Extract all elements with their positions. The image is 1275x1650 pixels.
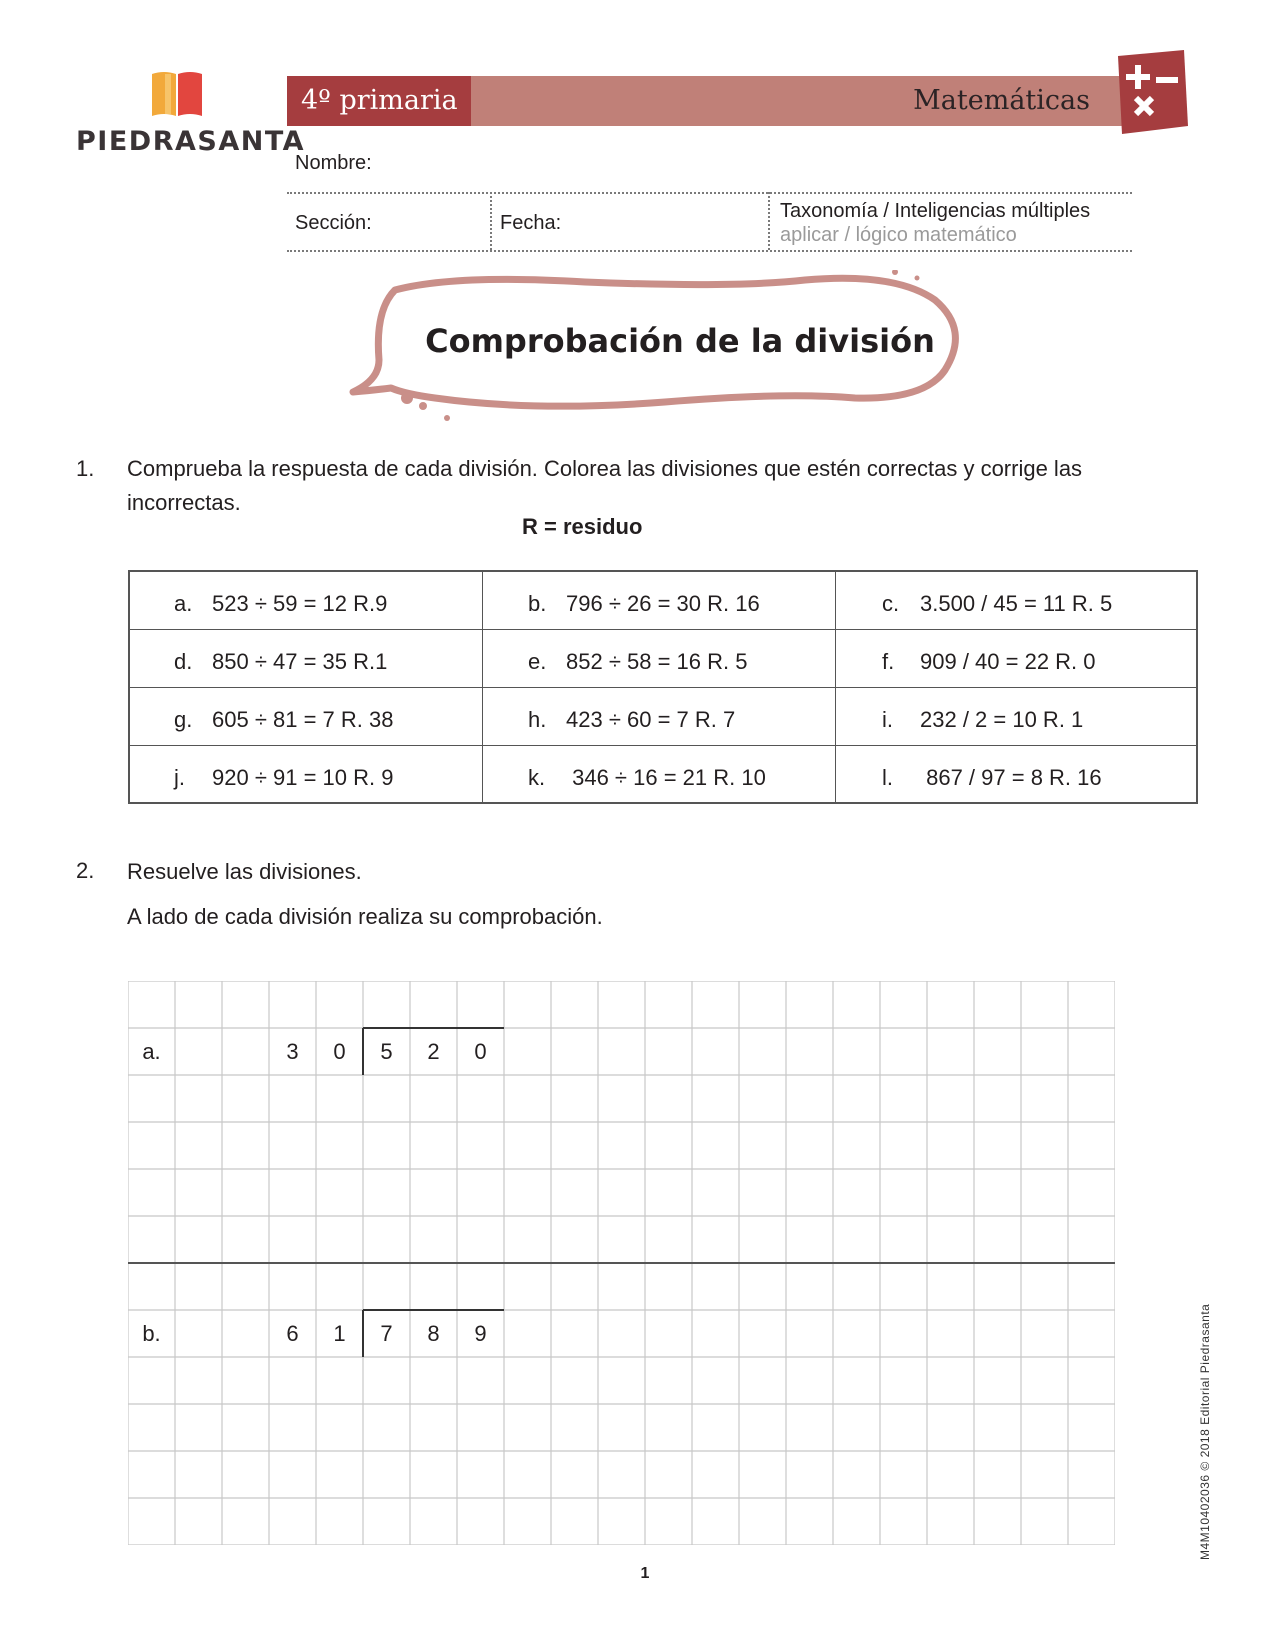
item-expression: 920 ÷ 91 = 10 R. 9 <box>212 765 394 790</box>
brand-name: PIEDRASANTA <box>76 126 306 157</box>
division-item[interactable] <box>528 630 747 688</box>
division-item[interactable] <box>174 630 387 688</box>
grade-label: 4º primaria <box>287 76 471 126</box>
item-letter: a. <box>174 591 193 616</box>
piedrasanta-logo <box>76 70 306 160</box>
division-item[interactable] <box>882 746 1102 804</box>
item-letter: d. <box>174 649 193 674</box>
item-letter: j. <box>174 765 185 790</box>
item-letter: c. <box>882 591 900 616</box>
book-logo-icon <box>150 70 204 120</box>
question-1-number: 1. <box>76 456 95 481</box>
dividend-digit: 8 <box>427 1321 440 1346</box>
item-letter: l. <box>882 765 893 790</box>
division-item[interactable] <box>174 688 393 746</box>
division-item[interactable] <box>882 630 1096 688</box>
dividend-digit: 7 <box>380 1321 393 1346</box>
division-item[interactable] <box>528 688 735 746</box>
division-b-letter: b. <box>142 1321 161 1346</box>
copyright-footer: M4M10402036 © 2018 Editorial Piedrasanta <box>1198 1303 1212 1560</box>
divisor-digit: 0 <box>333 1039 346 1064</box>
item-expression: 796 ÷ 26 = 30 R. 16 <box>566 591 760 616</box>
item-expression: 423 ÷ 60 = 7 R. 7 <box>566 707 736 732</box>
page-number: 1 <box>640 1565 650 1582</box>
divider <box>490 192 492 250</box>
division-check-table <box>128 570 1198 804</box>
item-expression: 523 ÷ 59 = 12 R.9 <box>212 591 388 616</box>
item-expression: 232 / 2 = 10 R. 1 <box>920 707 1084 732</box>
item-letter: k. <box>528 765 546 790</box>
question-2-number: 2. <box>76 858 95 883</box>
item-expression: 605 ÷ 81 = 7 R. 38 <box>212 707 394 732</box>
division-item[interactable] <box>174 572 387 630</box>
worksheet-title: Comprobación de la división <box>425 322 935 360</box>
divisor-digit: 1 <box>333 1321 346 1346</box>
divisor-digit: 3 <box>286 1039 299 1064</box>
taxonomy-value: aplicar / lógico matemático <box>780 224 1017 246</box>
division-item[interactable] <box>528 572 760 630</box>
section-label: Sección: <box>295 212 372 234</box>
table-row <box>130 572 1196 630</box>
form-bottom-line <box>287 250 1132 252</box>
division-item[interactable] <box>882 572 1112 630</box>
item-expression: 850 ÷ 47 = 35 R.1 <box>212 649 388 674</box>
question-2-line-1: Resuelve las divisiones. <box>127 859 362 884</box>
item-expression: 867 / 97 = 8 R. 16 <box>920 765 1102 790</box>
table-row <box>130 688 1196 746</box>
date-label: Fecha: <box>500 212 562 234</box>
taxonomy-title: Taxonomía / Inteligencias múltiples <box>780 200 1091 222</box>
item-expression: 346 ÷ 16 = 21 R. 10 <box>566 765 766 790</box>
item-letter: h. <box>528 707 547 732</box>
math-operations-icon <box>1112 48 1190 136</box>
item-letter: b. <box>528 591 547 616</box>
subject-label: Matemáticas <box>913 85 1090 116</box>
residue-legend: R = residuo <box>522 514 643 539</box>
division-item[interactable] <box>528 746 766 804</box>
division-item[interactable] <box>882 688 1083 746</box>
dividend-digit: 0 <box>474 1039 487 1064</box>
item-expression: 909 / 40 = 22 R. 0 <box>920 649 1096 674</box>
division-a-letter: a. <box>142 1039 161 1064</box>
dividend-digit: 2 <box>427 1039 440 1064</box>
question-1-text: Comprueba la respuesta de cada división. Colorea las divisiones que estén correctas y corrige las incorrectas. <box>127 456 1083 515</box>
dividend-digit: 9 <box>474 1321 487 1346</box>
question-2-line-2: A lado de cada división realiza su comprobación. <box>127 904 603 929</box>
item-letter: e. <box>528 649 547 674</box>
table-row <box>130 746 1196 804</box>
item-expression: 3.500 / 45 = 11 R. 5 <box>920 591 1113 616</box>
divisor-digit: 6 <box>286 1321 299 1346</box>
item-letter: i. <box>882 707 893 732</box>
item-expression: 852 ÷ 58 = 16 R. 5 <box>566 649 748 674</box>
name-line <box>287 192 1132 194</box>
table-row <box>130 630 1196 688</box>
division-item[interactable] <box>174 746 393 804</box>
divider <box>768 192 770 250</box>
name-label: Nombre: <box>295 152 372 174</box>
dividend-digit: 5 <box>380 1039 393 1064</box>
item-letter: g. <box>174 707 193 732</box>
item-letter: f. <box>882 649 895 674</box>
working-grid[interactable] <box>128 981 1115 1545</box>
